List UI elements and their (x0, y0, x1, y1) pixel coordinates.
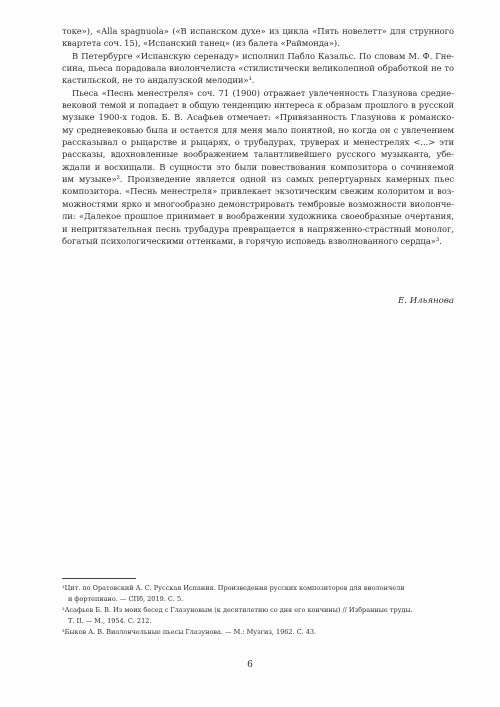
text-line: можностями ярко и многообразно демонстрировать тембровые возможности виолонче- (62, 198, 454, 209)
footnote-line: Т. II. — М., 1954. С. 212. (68, 617, 152, 625)
footnote-divider (62, 578, 136, 579)
text-line: му средневековью была и остается для меня мало понятной, но когда он с увлечением (62, 124, 454, 135)
text-line: вековой темой и попадает в общую тенденцию интереса к образам прошлого в русской (62, 100, 454, 111)
text-line: ли: «Далекое прошлое принимает в воображении художника своеобразные очертания, (62, 211, 454, 222)
main-text (62, 25, 454, 247)
footnotes (62, 583, 454, 638)
text-line: рассказывал о рыцарстве и рыцарях, о трубадурах, труверах и менестрелях <...> эти (62, 137, 454, 148)
text-line: богатый психологическими оттенками, в горячую исповедь взволнованного сердца»³. (62, 235, 442, 246)
author-signature: Е. Ильянова (397, 296, 454, 306)
footnote-line: и фортепиано. — СПб, 2019. С. 5. (68, 595, 184, 603)
page-number: 6 (247, 660, 253, 670)
footnote-line: ²Асафьев Б. В. Из моих бесед с Глазуновым (к десятилетию со дня его кончины) // Избранные труды. (62, 606, 413, 614)
text-line: музыке 1900-х годов. Б. В. Асафьев отмечает: «Привязанность Глазунова к романско- (62, 112, 454, 123)
text-line: им музыке»². Произведение является одной из самых репертуарных камерных пьес (62, 174, 454, 185)
text-line: сина, пьеса порадовала виолончелиста «стилистически великолепной обработкой не то (62, 63, 454, 74)
text-line: кастильской, не то андалузской мелодии»¹. (62, 75, 255, 86)
text-line: В Петербурге «Испанскую серенаду» исполнил Пабло Казальс. По словам М. Ф. Гне- (72, 50, 454, 61)
text-line: Пьеса «Песнь менестреля» соч. 71 (1900) отражает увлеченность Глазунова средне- (72, 87, 454, 98)
text-line: композитора. «Песнь менестреля» привлекает экзотическим свежим колоритом и воз- (62, 186, 454, 197)
text-line: ждали и восхищали. В сущности это были повествования композитора о сочиняемой (62, 161, 454, 172)
text-line: рассказы, вдохновленные воображением талантливейшего русского музыканта, убе- (62, 149, 454, 160)
text-line: токе»), «Alla spagnuola» («В испанском духе» из цикла «Пять новелетт» для струнного (62, 26, 454, 36)
text-line: и непритязательная песнь трубадура превращается в напряженно-страстный монолог, (62, 223, 454, 234)
text-line: квартета соч. 15), «Испанский танец» (из балета «Раймонда»). (62, 38, 340, 49)
footnote-line: ³Быков А. В. Виолончельные пьесы Глазунова. — М.: Музгиз, 1962. С. 43. (62, 628, 317, 636)
footnote-line: ¹Цит. по Оратовский А. С. Русская Испания. Произведения русских композиторов для виолончели (62, 584, 405, 592)
